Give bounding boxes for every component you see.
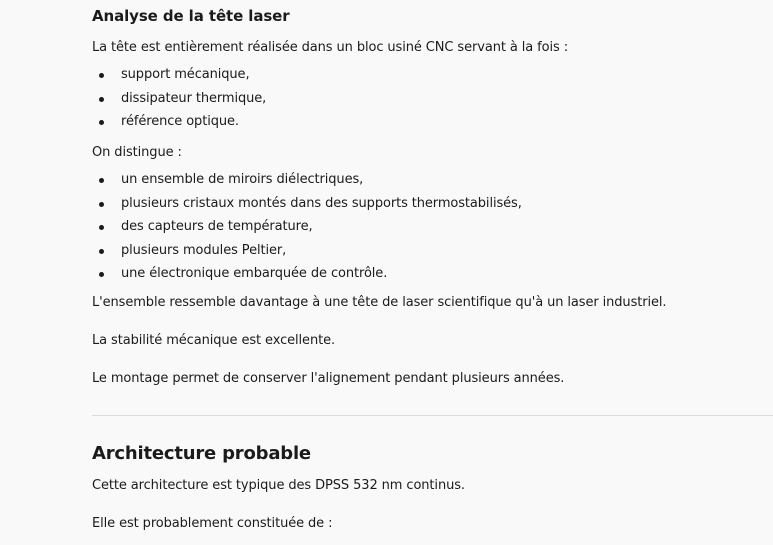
paragraph-architecture-typical: Cette architecture est typique des DPSS 532 nm continus. — [92, 478, 465, 493]
roles-list — [92, 66, 266, 137]
list-item: des capteurs de température, — [92, 218, 522, 242]
components-list — [92, 171, 522, 289]
paragraph-intro: La tête est entièrement réalisée dans un bloc usiné CNC servant à la fois : — [92, 40, 569, 55]
list-item: support mécanique, — [92, 66, 266, 90]
paragraph-distinguish: On distingue : — [92, 145, 182, 160]
list-item: dissipateur thermique, — [92, 90, 266, 114]
list-item: référence optique. — [92, 113, 266, 137]
list-item: plusieurs cristaux montés dans des supports thermostabilisés, — [92, 195, 522, 219]
list-item: plusieurs modules Peltier, — [92, 242, 522, 266]
paragraph-architecture-composition: Elle est probablement constituée de : — [92, 516, 333, 531]
list-item: une électronique embarquée de contrôle. — [92, 265, 522, 289]
list-item: un ensemble de miroirs diélectriques, — [92, 171, 522, 195]
section-divider — [92, 415, 773, 416]
section-heading-laser-head: Analyse de la tête laser — [92, 7, 290, 25]
paragraph-alignment: Le montage permet de conserver l'alignement pendant plusieurs années. — [92, 371, 565, 386]
paragraph-stability: La stabilité mécanique est excellente. — [92, 333, 336, 348]
section-heading-architecture: Architecture probable — [92, 443, 311, 464]
paragraph-comparison: L'ensemble ressemble davantage à une tête de laser scientifique qu'à un laser industriel. — [92, 295, 667, 310]
